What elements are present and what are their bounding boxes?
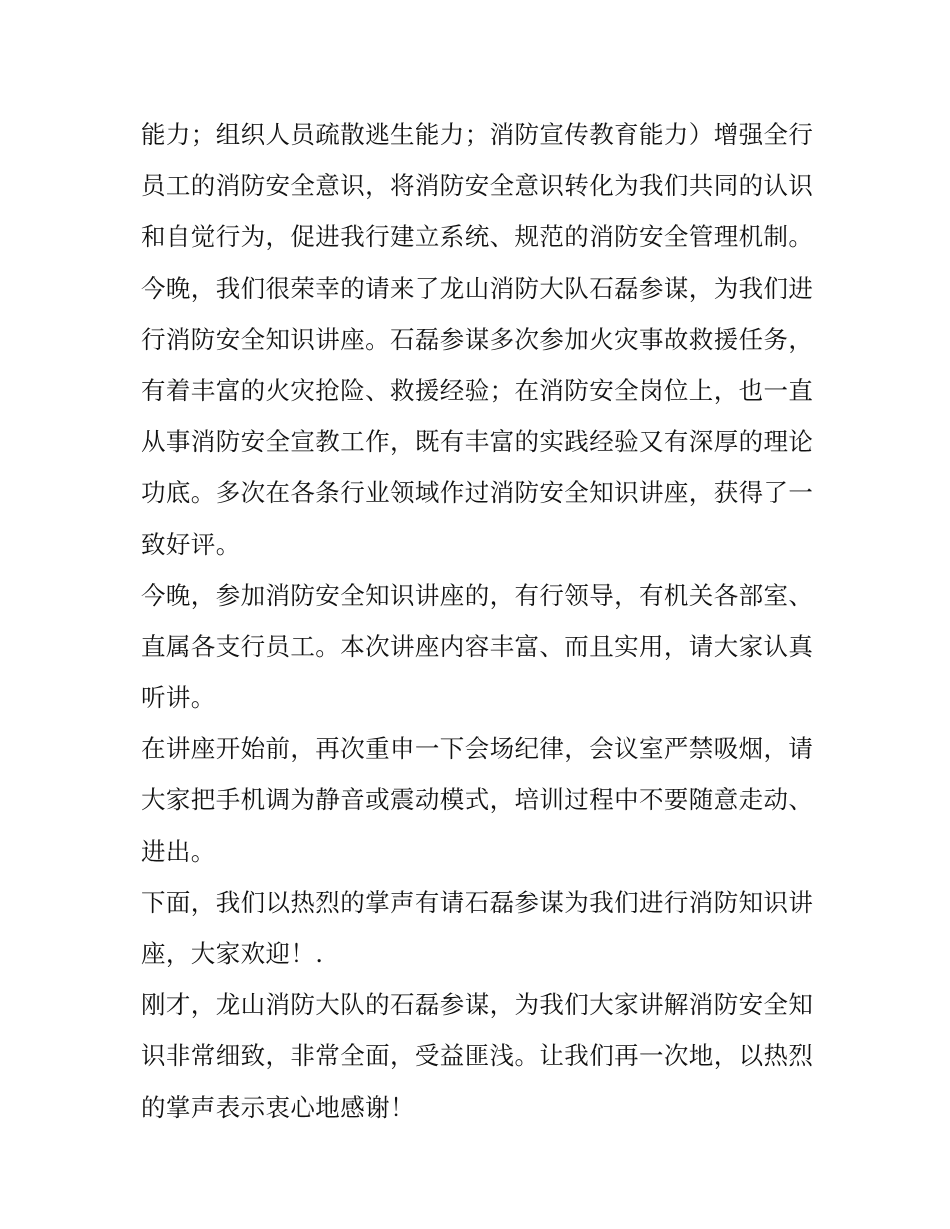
text-line: 识非常细致，非常全面，受益匪浅。让我们再一次地，以热烈 [141,1041,814,1071]
text-line: 功底。多次在各条行业领域作过消防安全知识讲座，获得了一 [141,478,814,508]
text-line: 进出。 [141,836,216,866]
text-line: 从事消防安全宣教工作，既有丰富的实践经验又有深厚的理论 [141,427,814,457]
text-line: 直属各支行员工。本次讲座内容丰富、而且实用，请大家认真 [141,631,814,661]
text-line: 有着丰富的火灾抢险、救援经验；在消防安全岗位上，也一直 [141,375,814,405]
text-line: 听讲。 [141,683,216,713]
text-line: 座，大家欢迎！. [141,939,324,968]
text-line: 今晚，我们很荣幸的请来了龙山消防大队石磊参谋，为我们进 [141,273,814,303]
text-line: 能力；组织人员疏散逃生能力；消防宣传教育能力）增强全行 [141,120,814,149]
text-line: 下面，我们以热烈的掌声有请石磊参谋为我们进行消防知识讲 [141,887,814,917]
text-line: 行消防安全知识讲座。石磊参谋多次参加火灾事故救援任务， [141,324,814,354]
text-line: 大家把手机调为静音或震动模式，培训过程中不要随意走动、 [141,785,814,815]
text-line: 的掌声表示衷心地感谢！ [141,1092,415,1122]
text-line: 员工的消防安全意识，将消防安全意识转化为我们共同的认识 [141,171,814,201]
text-line: 在讲座开始前，再次重申一下会场纪律，会议室严禁吸烟，请 [141,734,814,764]
text-line: 致好评。 [141,529,241,559]
body-text [141,109,821,1133]
text-line: 刚才，龙山消防大队的石磊参谋，为我们大家讲解消防安全知 [141,990,814,1020]
text-line: 和自觉行为，促进我行建立系统、规范的消防安全管理机制。 [141,222,814,252]
text-line: 今晚，参加消防安全知识讲座的，有行领导，有机关各部室、 [141,580,814,610]
